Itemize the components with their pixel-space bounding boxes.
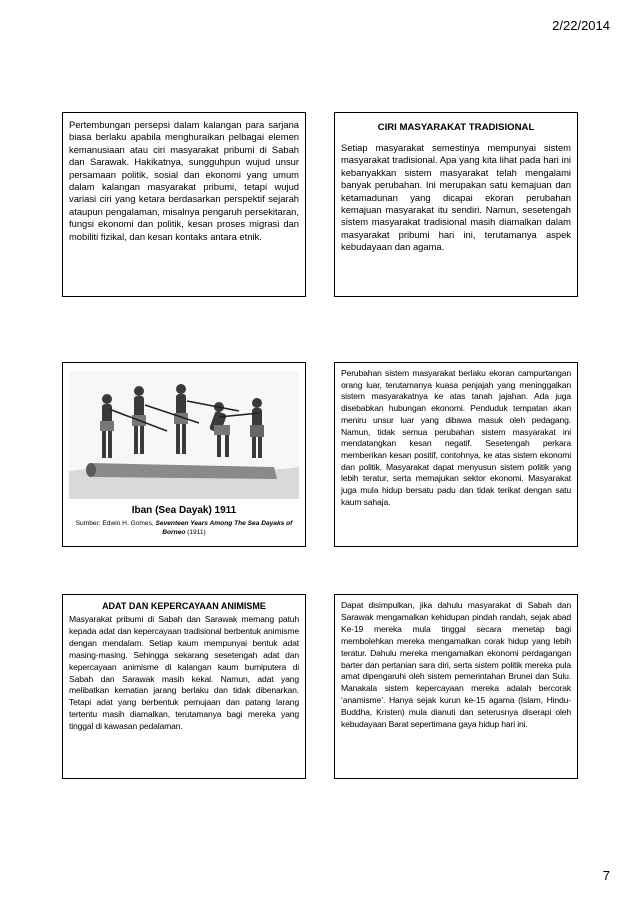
slide-title: CIRI MASYARAKAT TRADISIONAL	[377, 122, 535, 133]
photo-caption: Iban (Sea Dayak) 1911	[131, 505, 237, 516]
photo-source	[69, 519, 299, 537]
slide-adat-kepercayaan	[62, 594, 306, 779]
source-book-title: Seventeen Years Among The Sea Dayaks of Borneo	[155, 520, 293, 536]
slide-perubahan-sistem	[334, 362, 578, 547]
page-number: 7	[602, 868, 610, 883]
slide-body-text: Setiap masyarakat semestinya mempunyai sistem masyarakat tradisional. Apa yang kita lihat pada hari ini kebanyakkan sistem masyarakat telah mengalami banyak perubahan. Ini merupakan satu kemajuan dan ketamadunan yang dicapai ekoran perubahan kemajuan masyarakat itu sendiri. Namun, sesetengah sistem masyarakat tradisional masih diamalkan dalam masyarakat pribumi hari ini, terutamanya aspek kebudayaan dan agama.	[341, 142, 571, 253]
slide-body-text: Dapat disimpulkan, jika dahulu masyarakat di Sabah dan Sarawak mengamalkan kehidupan pindah randah, sejak abad Ke-19 mereka mula tinggal secara menetap bagi membolehkan mereka mengamalkan corak hidup yang lebih teratur. Dahulu mereka mengamalkan ekonomi perdagangan barter dan pertanian sara diri, serta sistem politik mereka pula amat dipengaruhi oleh sistem pemerintahan Brunei dan Sulu. Manakala sistem kepercayaan mereka adalah bercorak ‘anamisme’. Hanya sejak kurun ke-15 agama (Islam, Hindu-Buddha, Kristen) mula dianuti dan seterusnya diserapi oleh kebudayaan Barat sepertimana gaya hidup hari ini.	[341, 600, 571, 730]
slide-body-text: Pertembungan persepsi dalam kalangan para sarjana biasa berlaku apabila menghuraikan pelbagai elemen kemanusiaan atau ciri masyarakat pribumi di Sabah dan Sarawak. Hakikatnya, sungguhpun wujud unsur persamaan politik, sosial dan ekonomi yang umum dalam kalangan masyarakat pribumi, tetapi wujud variasi ciri yang ketara berdasarkan perspektif sejarah ataupun pengalaman, misalnya pengaruh persekitaran, fungsi ekonomi dan politik, kesan proses migrasi dan mobiliti fizikal, dan kesan kontaks antara etnik.	[69, 119, 299, 242]
slide-ciri-masyarakat-tradisional	[334, 112, 578, 297]
slide-kesimpulan	[334, 594, 578, 779]
iban-sea-dayak-illustration	[69, 371, 299, 499]
print-date: 2/22/2014	[552, 18, 610, 33]
source-year: (1911)	[185, 529, 206, 536]
slide-pertembungan-persepsi	[62, 112, 306, 297]
source-prefix: Sumber: Edwin H. Gomes,	[75, 520, 156, 527]
slide-body-text: Perubahan sistem masyarakat berlaku ekoran campurtangan orang luar, terutamanya kuasa penjajah yang meninggalkan sistem masyarakatnya ke atas tanah jajahan. Ada juga disebabkan hubungan ekonomi. Penduduk tempatan akan meniru unsur luar yang dibawa masuk oleh pedagang. Namun, tidak semua perubahan sistem masyarakat ini mendatangkan kesan negatif. Sesetengah perkara memberikan kesan positif, contohnya, ke atas sistem ekonomi dan politik. Masyarakat dapat menyusun sistem politik yang lebih teratur, serta memajukan sektor ekonomi. Masyarakat juga mula hidup bersatu padu dan tidak terikat dengan satu kaum sahaja.	[341, 368, 571, 507]
slide-iban-photo	[62, 362, 306, 547]
slide-title: ADAT DAN KEPERCAYAAN ANIMISME	[102, 601, 266, 611]
slide-body-text: Masyarakat pribumi di Sabah dan Sarawak memang patuh kepada adat dan kepercayaan tradisional berbentuk animisme dengan mendalam. Setiap kaum mempunyai bentuk adat masing-masing. Sehingga sekarang sesetengah adat dan kepercayaan animisme di kalangan kaum bumiputera di Sabah dan Sarawak masih kekal. Namun, adat yang melibatkan kematian jarang berlaku dan tidak dibenarkan. Tetapi adat yang berbentuk pemujaan dan patang larang tertentu masih diamalkan, terutamanya bagi mereka yang tinggal di kawasan pedalaman.	[69, 614, 299, 732]
